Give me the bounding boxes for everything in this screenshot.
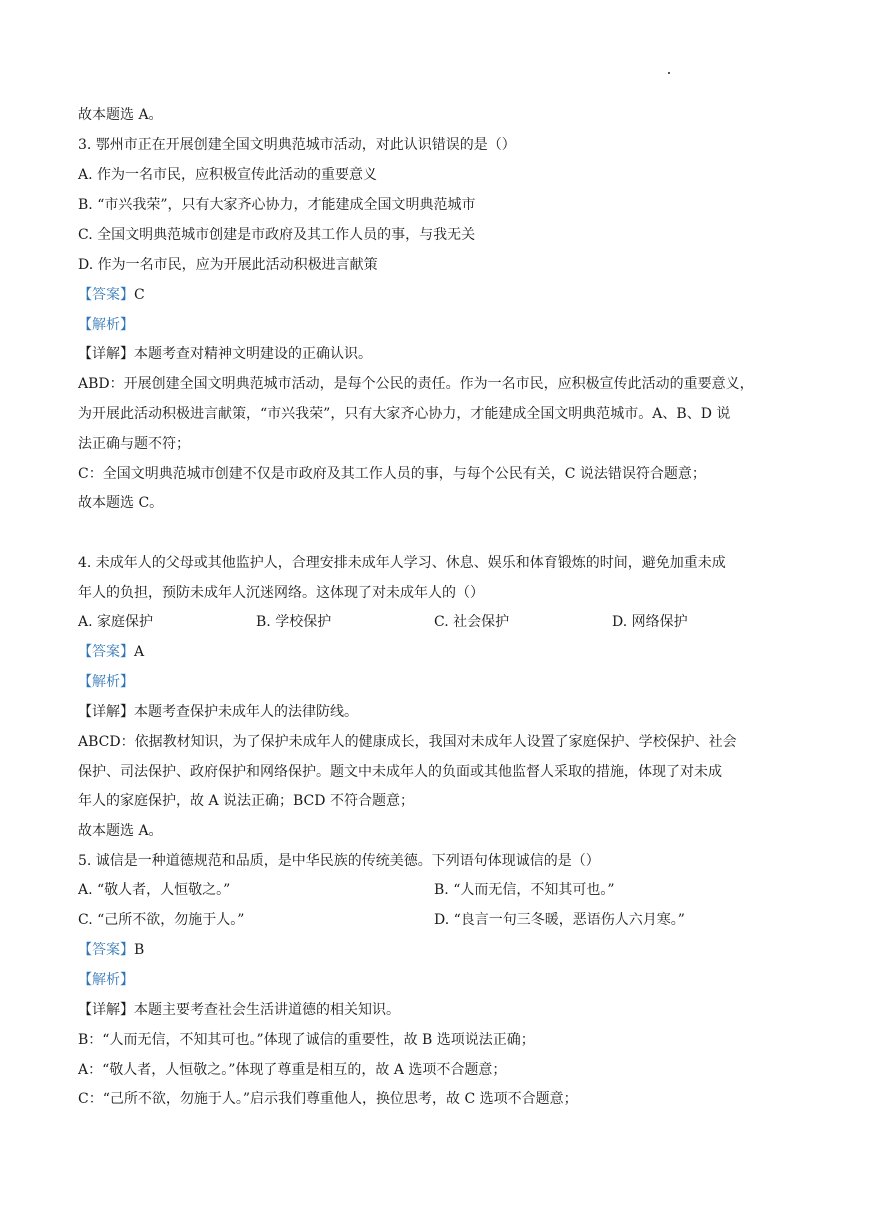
question-4-stem-1: 4. 未成年人的父母或其他监护人，合理安排未成年人学习、休息、娱乐和体育锻炼的时间，避免加重未成 bbox=[78, 555, 726, 571]
question-3-explanation-c: C：全国文明典范城市创建不仅是市政府及其工作人员的事，与每个公民有关，C 说法错误符合题意； bbox=[78, 466, 706, 482]
detail-text: 本题考查对精神文明建设的正确认识。 bbox=[134, 346, 372, 362]
answer-value: C bbox=[134, 287, 145, 303]
question-5-option-b: B. “人而无信，不知其可也。” bbox=[434, 882, 615, 898]
text-line: 故本题选 A。 bbox=[78, 107, 163, 123]
answer-value: A bbox=[134, 644, 145, 660]
question-4-option-d: D. 网络保护 bbox=[612, 614, 688, 630]
answer-value: B bbox=[134, 942, 145, 958]
answer-tag: 【答案】 bbox=[78, 644, 134, 660]
question-3-analysis-tag: 【解析】 bbox=[78, 317, 134, 333]
question-5-option-c: C. “己所不欲，勿施于人。” bbox=[78, 912, 245, 928]
question-3-option-a: A. 作为一名市民，应积极宣传此活动的重要意义 bbox=[78, 167, 378, 183]
question-3-answer bbox=[78, 286, 145, 304]
question-5-explanation-b: B：“人而无信，不知其可也。”体现了诚信的重要性，故 B 选项说法正确； bbox=[78, 1032, 535, 1048]
question-4-stem-2: 年人的负担，预防未成年人沉迷网络。这体现了对未成年人的（） bbox=[78, 585, 484, 601]
question-5-answer bbox=[78, 941, 144, 959]
question-3-explanation-2: 为开展此活动积极进言献策，“市兴我荣”，只有大家齐心协力，才能建成全国文明典范城市。A、B、D 说 bbox=[78, 406, 731, 422]
question-4-answer bbox=[78, 643, 144, 661]
question-4-option-c: C. 社会保护 bbox=[434, 614, 510, 630]
detail-tag: 【详解】 bbox=[78, 346, 134, 362]
header-mark bbox=[668, 72, 670, 74]
answer-tag: 【答案】 bbox=[78, 942, 134, 958]
detail-tag: 【详解】 bbox=[78, 704, 134, 720]
question-4-option-a: A. 家庭保护 bbox=[78, 614, 154, 630]
question-5-analysis-tag: 【解析】 bbox=[78, 972, 134, 988]
question-4-analysis-tag: 【解析】 bbox=[78, 674, 134, 690]
detail-text: 本题考查保护未成年人的法律防线。 bbox=[134, 704, 358, 720]
question-5-explanation-a: A：“敬人者，人恒敬之。”体现了尊重是相互的，故 A 选项不合题意； bbox=[78, 1062, 507, 1078]
question-5-option-d: D. “良言一句三冬暖，恶语伤人六月寒。” bbox=[434, 912, 685, 928]
question-4-conclusion: 故本题选 A。 bbox=[78, 823, 163, 839]
question-5-explanation-c: C：“己所不欲，勿施于人。”启示我们尊重他人，换位思考，故 C 选项不合题意； bbox=[78, 1091, 578, 1107]
question-5-stem: 5. 诚信是一种道德规范和品质，是中华民族的传统美德。下列语句体现诚信的是（） bbox=[78, 853, 600, 869]
question-4-explanation-1: ABCD：依据教材知识，为了保护未成年人的健康成长，我国对未成年人设置了家庭保护、学校保护、社会 bbox=[78, 734, 737, 750]
question-3-option-c: C. 全国文明典范城市创建是市政府及其工作人员的事，与我无关 bbox=[78, 227, 476, 243]
question-3-explanation-1: ABD：开展创建全国文明典范城市活动，是每个公民的责任。作为一名市民，应积极宣传此活动的重要意义， bbox=[78, 376, 754, 392]
question-3-conclusion: 故本题选 C。 bbox=[78, 495, 164, 511]
question-3-explanation-3: 法正确与题不符； bbox=[78, 436, 190, 452]
question-3-stem: 3. 鄂州市正在开展创建全国文明典范城市活动，对此认识错误的是（） bbox=[78, 137, 516, 153]
detail-tag: 【详解】 bbox=[78, 1002, 134, 1018]
detail-text: 本题主要考查社会生活讲道德的相关知识。 bbox=[134, 1002, 400, 1018]
question-3-detail bbox=[78, 345, 372, 363]
question-4-detail bbox=[78, 703, 358, 721]
question-5-option-a: A. “敬人者，人恒敬之。” bbox=[78, 882, 231, 898]
question-3-option-b: B. “市兴我荣”，只有大家齐心协力，才能建成全国文明典范城市 bbox=[78, 197, 476, 213]
question-3-option-d: D. 作为一名市民，应为开展此活动积极进言献策 bbox=[78, 257, 378, 273]
question-5-detail bbox=[78, 1001, 400, 1019]
answer-tag: 【答案】 bbox=[78, 287, 134, 303]
question-4-explanation-3: 年人的家庭保护，故 A 说法正确；BCD 不符合题意； bbox=[78, 793, 414, 809]
question-4-explanation-2: 保护、司法保护、政府保护和网络保护。题文中未成年人的负面或其他监督人采取的措施，体现了对未成 bbox=[78, 764, 722, 780]
question-4-option-b: B. 学校保护 bbox=[256, 614, 332, 630]
